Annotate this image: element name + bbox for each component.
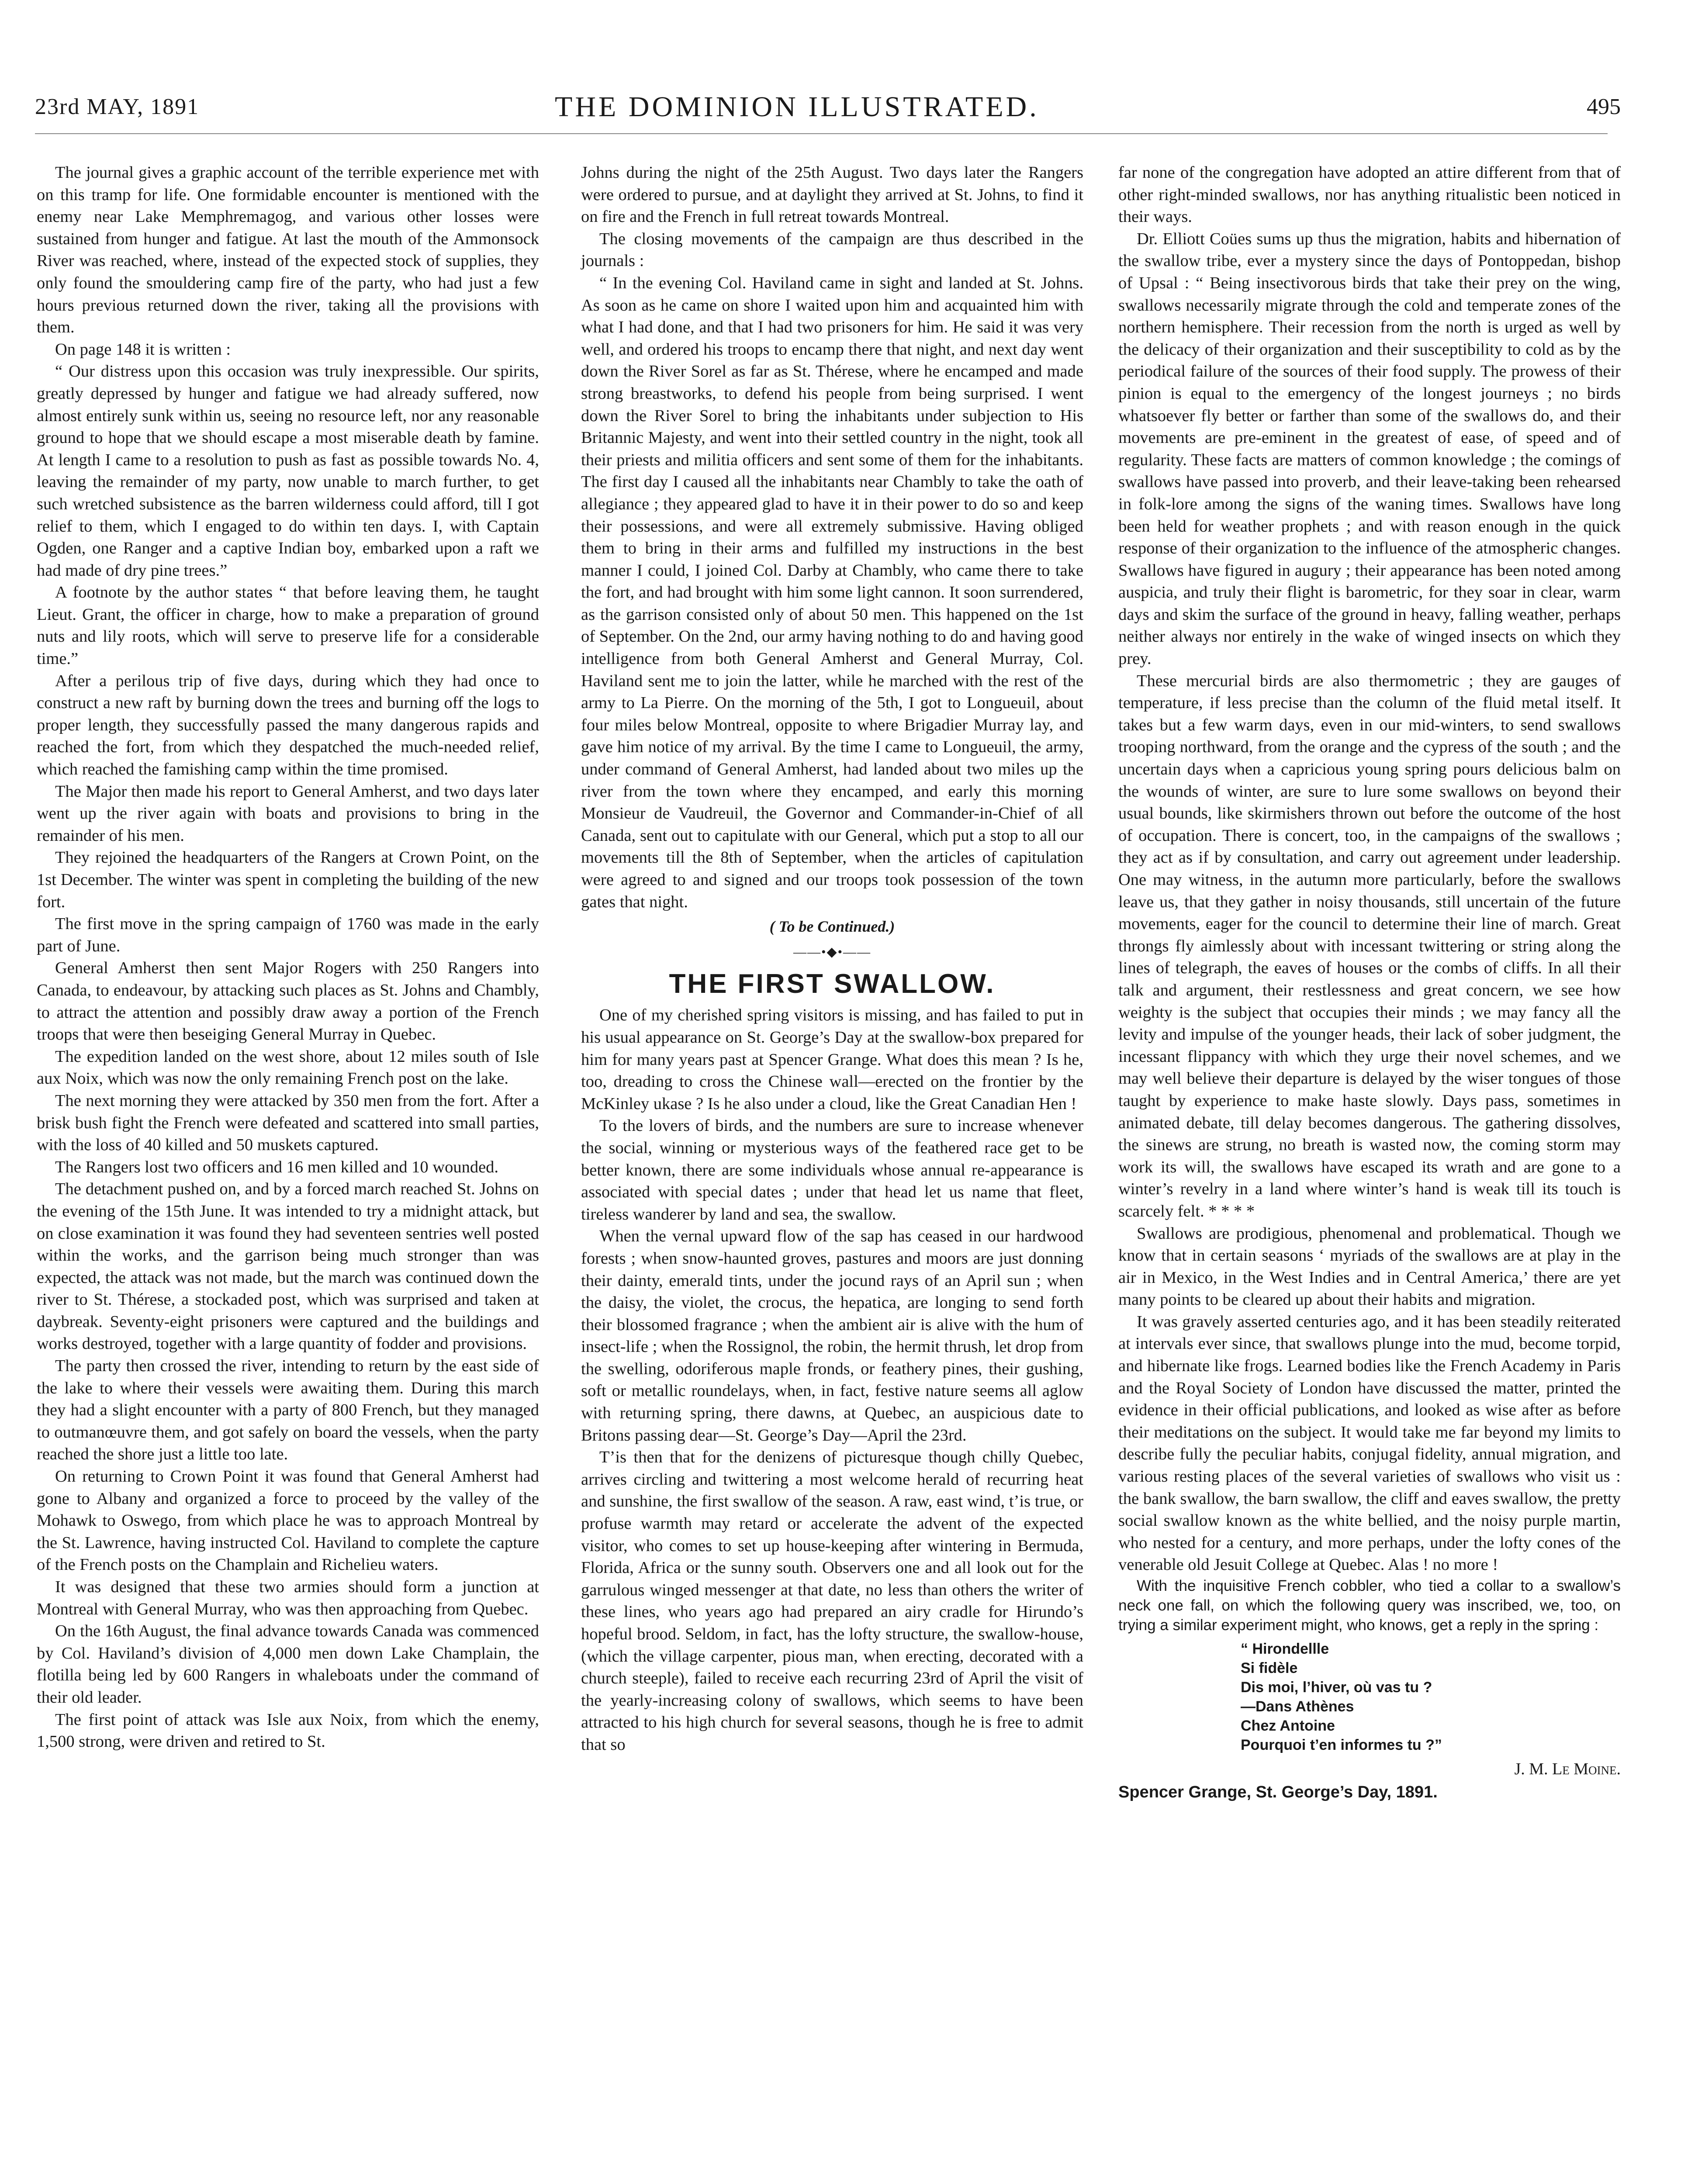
paragraph: The party then crossed the river, intending to return by the east side of the lake to where their vessels were awaiting them. During this march they had a slight encounter with a party of 800 French, but they managed to outmanœuvre them, and got safely on board the vessels, when the party reached the shore just a little too late. — [37, 1357, 539, 1464]
paragraph: Johns during the night of the 25th August. Two days later the Rangers were ordered to pursue, and at daylight they arrived at St. Johns, to find it on fire and the French in full retreat towards Montreal. — [581, 163, 1083, 226]
paragraph: far none of the congregation have adopted an attire different from that of other right-minded swallows, nor has anything ritualistic been noticed in their ways. — [1118, 163, 1621, 226]
paragraph: The closing movements of the campaign are thus described in the journals : — [581, 229, 1083, 270]
poem-line: “ Hirondellle — [1241, 1641, 1329, 1657]
paragraph: On returning to Crown Point it was found that General Amherst had gone to Albany and organized a force to proceed by the valley of the Mohawk to Oswego, from which place he was to approach Montreal by the St. Lawrence, having instructed Col. Haviland to complete the capture of the French posts on the Champlain and Richelieu waters. — [37, 1467, 539, 1574]
paragraph: The expedition landed on the west shore, about 12 miles south of Isle aux Noix, which was now the only remaining French post on the lake. — [37, 1047, 539, 1088]
paragraph: T’is then that for the denizens of picturesque though chilly Quebec, arrives circling and twittering a most welcome herald of recurring heat and sunshine, the first swallow of the season. A raw, east wind, t’is true, or profuse warmth may retard or accelerate the advent of the expected visitor, who comes to set up house-keeping after wintering in Bermuda, Florida, Africa or the sunny south. Observers one and all look out for the garrulous winged messenger at that date, no less than others the writer of these lines, who years ago had prepared an airy cradle for Hirundo’s hopeful brood. Seldom, in fact, has the lofty structure, the swallow-house, (which the village carpenter, pious man, when erecting, decorated with a church steeple), failed to receive each recurring 23rd of April the visit of the yearly-increasing colony of swallows, which seems to have been attracted to his high church for several seasons, though he is free to admit that so — [581, 1448, 1083, 1754]
paragraph: Swallows are prodigious, phenomenal and problematical. Though we know that in certain seasons ‘ myriads of the swallows are at play in the air in Mexico, in the West Indies and in Central America,’ there are yet many points to be cleared up about their habits and migration. — [1118, 1224, 1621, 1309]
poem-line: Pourquoi t’en informes tu ?” — [1241, 1737, 1442, 1753]
paragraph: General Amherst then sent Major Rogers with 250 Rangers into Canada, to endeavour, by attacking such places as St. Johns and Chambly, to attract the attention and possibly draw away a portion of the French troops that were then beseiging General Murray in Quebec. — [37, 959, 539, 1044]
paragraph: A footnote by the author states “ that before leaving them, he taught Lieut. Grant, the officer in charge, how to make a preparation of ground nuts and lily roots, which will serve to preserve life for a considerable time.” — [37, 583, 539, 668]
paragraph: The first point of attack was Isle aux Noix, from which the enemy, 1,500 strong, were driven and retired to St. — [37, 1710, 539, 1751]
column-1 — [37, 162, 539, 1753]
paragraph: It was gravely asserted centuries ago, and it has been steadily reiterated at intervals ever since, that swallows plunge into the mud, become torpid, and hibernate like frogs. Learned bodies like the French Academy in Paris and the Royal Society of London have discussed the matter, printed the evidence in their official publications, and looked as wise after as before their meditations on the subject. It would take me far beyond my limits to describe fully the peculiar habits, conjugal fidelity, annual migration, and various resting places of the several varieties of swallows who visit us : the bank swallow, the barn swallow, the cliff and eaves swallow, the pretty social swallow known as the white bellied, and the noisy purple martin, who nested for a century, and more perhaps, under the lofty cones of the venerable old Jesuit College at Quebec. Alas ! no more ! — [1118, 1312, 1621, 1574]
poem-line: Dis moi, l’hiver, où vas tu ? — [1241, 1679, 1432, 1696]
poem-line: Chez Antoine — [1241, 1717, 1335, 1734]
issue-date: 23rd MAY, 1891 — [35, 94, 200, 119]
paragraph: On the 16th August, the final advance towards Canada was commenced by Col. Haviland’s division of 4,000 men down Lake Champlain, the flotilla being led by 600 Rangers in whaleboats under the command of their old leader. — [37, 1622, 539, 1707]
poem — [1241, 1639, 1621, 1755]
paragraph: Dr. Elliott Coües sums up thus the migration, habits and hibernation of the swallow tribe, ever a mystery since the days of Pontoppedan, bishop of Upsal : “ Being insectivorous birds that take their prey on the wing, swallows necessarily migrate through the cold and temperate zones of the northern hemisphere. Their recession from the north is urged as well by the delicacy of their organization and their susceptibility to cold as by the periodical failure of the sources of their food supply. The prowess of their pinion is equal to the emergency of the longest journeys ; no birds whatsoever fly better or farther than some of the swallows do, and their movements are pre-eminent in the greatest of ease, of speed and of regularity. These facts are matters of common knowledge ; the comings of swallows have passed into proverb, and their leave-taking been rehearsed in folk-lore among the signs of the waning times. Swallows have long been held for weather prophets ; and with reason enough in the quick response of their organization to the influence of the atmospheric changes. Swallows have figured in augury ; their appearance has been noted among auspicia, and truly their flight is barometric, for they soar in clear, warm days and skim the surface of the ground in heavy, falling weather, perhaps neither always nor entirely in the wake of winged insects on which they prey. — [1118, 229, 1621, 668]
paragraph: These mercurial birds are also thermometric ; they are gauges of temperature, if less precise than the column of the fluid metal itself. It takes but a few warm days, even in our mid-winters, to send swallows trooping northward, from the orange and the cypress of the south ; and the uncertain days when a capricious young spring pours delicious balm on the wounds of winter, are sure to lure some swallows on beyond their usual bounds, like skirmishers thrown out before the outcome of the host of occupation. There is concert, too, in the campaigns of the swallows ; they act as if by consultation, and carry out agreement under leadership. One may witness, in the autumn more particularly, before the swallows leave us, that they gather in noisy thousands, still uncertain of the future movements, eager for the council to determine their line of march. Great throngs fly aimlessly about with incessant twittering or string along the lines of telegraph, the eaves of houses or the combs of cliffs. In all their talk and argument, their restlessness and great concern, we see how weighty is the subject that occupies their minds ; we may fancy all the levity and impulse of the younger heads, their lack of sober judgment, the incessant flippancy with which they urge their novel schemes, and we may well believe their departure is delayed by the wiser tongues of those taught by experience to make haste slowly. Days pass, sometimes in animated debate, till delay becomes dangerous. The gathering dissolves, the sinews are strung, no breath is wasted now, the coming storm may work its will, the swallows have escaped its wrath and are gone to a winter’s revelry in a land where winter’s hand is weak till its touch is scarcely felt. * * * * — [1118, 671, 1621, 1220]
page-number: 495 — [1587, 94, 1621, 119]
column-3 — [1118, 162, 1621, 1803]
paragraph: It was designed that these two armies should form a junction at Montreal with General Murray, who was then approaching from Quebec. — [37, 1578, 539, 1618]
poem-line: —Dans Athènes — [1241, 1698, 1354, 1715]
paragraph: The detachment pushed on, and by a forced march reached St. Johns on the evening of the 15th June. It was intended to try a midnight attack, but on close examination it was found they had seventeen sentries well posted within the works, and the garrison being much stronger than was expected, the attack was not made, but the march was continued down the river to St. Thérese, a stockaded post, which was surprised and taken at daybreak. Seventy-eight prisoners were captured and the buildings and works destroyed, together with a large quantity of fodder and provisions. — [37, 1180, 539, 1353]
paragraph: One of my cherished spring visitors is missing, and has failed to put in his usual appearance on St. George’s Day at the swallow-box prepared for him for many years past at Spencer Grange. What does this mean ? Is he, too, dreading to cross the Chinese wall—erected on the frontier by the McKinley ukase ? Is he also under a cloud, like the Great Canadian Hen ! — [581, 1006, 1083, 1113]
paragraph: The first move in the spring campaign of 1760 was made in the early part of June. — [37, 915, 539, 955]
paragraph: The journal gives a graphic account of the terrible experience met with on this tramp for life. One formidable encounter is mentioned with the enemy near Lake Memphremagog, and various other losses were sustained from hunger and fatigue. At last the mouth of the Ammonsock River was reached, where, instead of the expected stock of supplies, they only found the smouldering camp fire of the party, who had just a few hours previous returned down the river, taking all the provisions with them. — [37, 163, 539, 337]
header-rule — [35, 133, 1608, 134]
paragraph: When the vernal upward flow of the sap has ceased in our hardwood forests ; when snow-haunted groves, pastures and moors are just donning their dainty, emerald tints, under the jocund rays of an April sun ; when the daisy, the violet, the crocus, the hepatica, are longing to send forth their blossomed fragrance ; when the ambient air is alive with the hum of insect-life ; when the Rossignol, the robin, the hermit thrush, let drop from the swelling, odoriferous maple fronds, or feathery pines, their gushing, soft or metallic roundelays, when, in fact, festive nature seems all aglow with returning spring, there dawns, at Quebec, an auspicious date to Britons passing dear—St. George’s Day—April the 23rd. — [581, 1227, 1083, 1444]
paragraph: The Major then made his report to General Amherst, and two days later went up the river again with boats and provisions to bring in the remainder of his men. — [37, 782, 539, 845]
paragraph: The next morning they were attacked by 350 men from the fort. After a brisk bush fight the French were defeated and scattered into small parties, with the loss of 40 killed and 50 muskets captured. — [37, 1091, 539, 1154]
author-signature: J. M. Le Moine. — [1514, 1760, 1621, 1778]
quote-paragraph: “ In the evening Col. Haviland came in sight and landed at St. Johns. As soon as he came on shore I waited upon him and acquainted him with what I had done, and that I had two prisoners for him. He said it was very well, and ordered his troops to encamp there that night, and next day went down the River Sorel as far as St. Thérese, where he encamped and made strong breastworks, to defend his people from being surprised. I went down the River Sorel to bring the inhabitants under subjection to His Britannic Majesty, and went into their settled country in the night, took all their priests and militia officers and sent some of them for the inhabitants. The first day I caused all the inhabitants near Chambly to take the oath of allegiance ; they appeared glad to have it in their power to do so and keep their possessions, and were all extremely submissive. Having obliged them to bring in their arms and fulfilled my instructions in the best manner I could, I joined Col. Darby at Chambly, who came there to take the fort, and had brought with him some light cannon. It soon surrendered, as the garrison consisted only of about 50 men. This happened on the 1st of September. On the 2nd, our army having nothing to do and having good intelligence from both General Amherst and General Murray, Col. Haviland sent me to join the latter, while he marched with the rest of the army to La Pierre. On the morning of the 5th, I got to Longueuil, about four miles below Montreal, opposite to where Brigadier Murray lay, and gave him notice of my arrival. By the time I came to Longueuil, the army, under command of General Amherst, had landed about two miles up the river from the town where they encamped, and early this morning Monsieur de Vaudreuil, the Governor and Commander-in-Chief of all Canada, sent out to capitulate with our General, which put a stop to all our movements till the 8th of September, when the articles of capitulation were agreed to and signed and our troops took possession of the town gates that night. — [581, 273, 1083, 911]
paragraph: On page 148 it is written : — [55, 340, 231, 359]
ornamental-divider: ——•◆•—— — [793, 944, 872, 959]
paragraph: To the lovers of birds, and the numbers are sure to increase whenever the social, winning or mysterious ways of the feathered race get to be better known, there are some individuals whose annual re-appearance is associated with special dates ; under that head let us name that fleet, tireless wanderer by land and sea, the swallow. — [581, 1116, 1083, 1223]
paragraph: The Rangers lost two officers and 16 men killed and 10 wounded. — [55, 1158, 499, 1176]
quote-paragraph: “ Our distress upon this occasion was truly inexpressible. Our spirits, greatly depressed by hunger and fatigue we had already suffered, now almost entirely sunk within us, seeing no resource left, nor any reasonable ground to hope that we should escape a most miserable death by famine. At length I came to a resolution to push as fast as possible towards No. 4, leaving the remainder of my party, now unable to march further, to get such wretched subsistence as the barren wilderness could afford, till I got relief to them, which I engaged to do within ten days. I, with Captain Ogden, one Ranger and a captive Indian boy, embarked upon a raft we had made of dry pine trees.” — [37, 362, 539, 580]
to-be-continued: ( To be Continued.) — [769, 918, 895, 936]
dateline: Spencer Grange, St. George’s Day, 1891. — [1118, 1783, 1438, 1801]
article-title: THE FIRST SWALLOW. — [669, 969, 996, 999]
publication-title: THE DOMINION ILLUSTRATED. — [555, 91, 1039, 123]
paragraph: They rejoined the headquarters of the Rangers at Crown Point, on the 1st December. The winter was spent in completing the building of the new fort. — [37, 848, 539, 911]
poem-line: Si fidèle — [1241, 1660, 1298, 1676]
column-2 — [581, 162, 1083, 1756]
page-header — [35, 91, 1621, 133]
paragraph: After a perilous trip of five days, during which they had once to construct a new raft by burning down the trees and burning off the logs to proper length, they successfully passed the many dangerous rapids and reached the fort, from which they despatched the much-needed relief, which reached the famishing camp within the time promised. — [37, 671, 539, 779]
closing-paragraph: With the inquisitive French cobbler, who tied a collar to a swallow’s neck one fall, on which the following query was inscribed, we, too, on trying a similar experiment might, who knows, get a reply in the spring : — [1118, 1577, 1621, 1634]
